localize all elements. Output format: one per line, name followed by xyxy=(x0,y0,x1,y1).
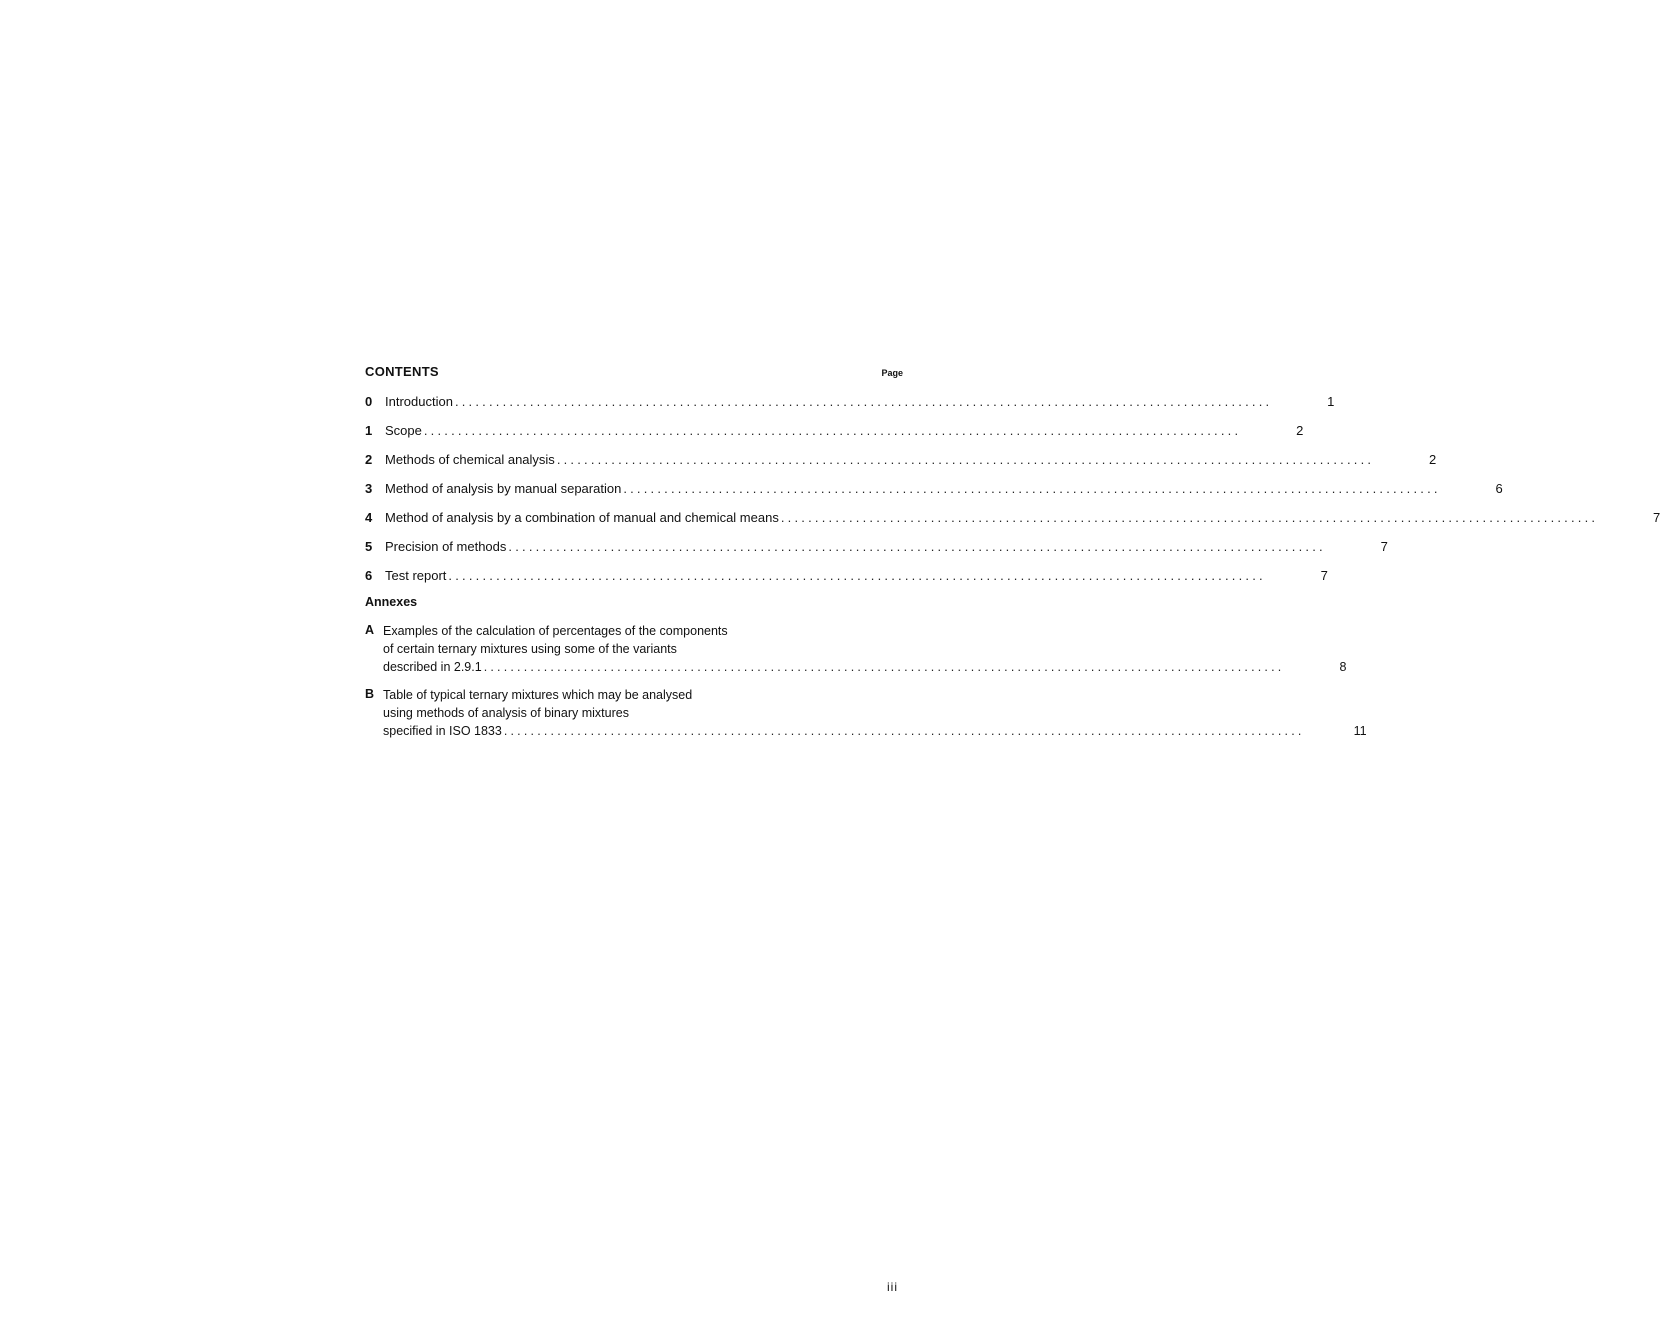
annexes-heading: Annexes xyxy=(365,595,418,609)
dot-leader: ........................................................................................................................ xyxy=(623,481,1441,496)
entry-page: 7 xyxy=(1320,568,1328,583)
entry-page: 2 xyxy=(1296,423,1304,438)
entry-title: Method of analysis by a combination of manual and chemical means xyxy=(385,510,779,525)
annex-page: 11 xyxy=(1353,724,1367,738)
toc-entry[interactable] xyxy=(365,479,1503,508)
dot-leader: ........................................................................................................................ xyxy=(556,452,1375,467)
entry-page: 1 xyxy=(1327,394,1335,409)
annex-page: 8 xyxy=(1339,660,1347,674)
toc-entry[interactable] xyxy=(365,450,1437,479)
dot-leader: ........................................................................................................................ xyxy=(454,394,1273,409)
entry-number: 0 xyxy=(365,394,373,409)
page-column-label: Page xyxy=(881,368,903,378)
entry-page: 7 xyxy=(1653,510,1660,525)
contents-title: CONTENTS xyxy=(365,364,439,379)
annex-entry-a[interactable] xyxy=(365,623,1347,687)
entry-title: Precision of methods xyxy=(385,539,507,554)
dot-leader: ........................................................................................................................ xyxy=(780,510,1599,525)
entry-number: 4 xyxy=(365,510,373,525)
entry-page: 2 xyxy=(1429,452,1437,467)
entry-title: Test report xyxy=(385,568,447,583)
toc-entry[interactable] xyxy=(365,537,1388,566)
entry-number: 2 xyxy=(365,452,373,467)
entry-page: 6 xyxy=(1495,481,1503,496)
annex-title-line: Examples of the calculation of percentages of the components xyxy=(383,624,728,638)
entry-title: Introduction xyxy=(385,394,453,409)
dot-leader: ........................................................................................................................ xyxy=(423,423,1242,438)
toc-entry[interactable] xyxy=(365,421,1304,450)
entry-number: 6 xyxy=(365,568,373,583)
dot-leader: ........................................................................................................................ xyxy=(483,660,1285,674)
toc-entry[interactable] xyxy=(365,508,1660,537)
dot-leader: ........................................................................................................................ xyxy=(503,724,1305,738)
dot-leader: ........................................................................................................................ xyxy=(448,568,1266,583)
toc-entry[interactable] xyxy=(365,566,1328,595)
entry-number: 3 xyxy=(365,481,373,496)
entry-number: 1 xyxy=(365,423,373,438)
entry-title: Scope xyxy=(385,423,422,438)
annex-title-line: of certain ternary mixtures using some of the variants xyxy=(383,641,677,656)
entry-number: 5 xyxy=(365,539,373,554)
annex-letter: B xyxy=(365,687,375,701)
annex-letter: A xyxy=(365,623,375,637)
toc-entry[interactable] xyxy=(365,392,1335,421)
annex-title-line: using methods of analysis of binary mixtures xyxy=(383,705,629,720)
page-number: iii xyxy=(887,1280,898,1294)
contents-header xyxy=(365,362,905,392)
entry-page: 7 xyxy=(1380,539,1388,554)
table-of-contents xyxy=(365,362,1660,747)
annex-title-line: Table of typical ternary mixtures which may be analysed xyxy=(383,688,693,702)
annex-title-line: specified in ISO 1833 xyxy=(383,724,502,738)
entry-title: Method of analysis by manual separation xyxy=(385,481,622,496)
annex-title-line: described in 2.9.1 xyxy=(383,660,482,674)
entry-title: Methods of chemical analysis xyxy=(385,452,555,467)
annex-entry-b[interactable] xyxy=(365,687,1367,747)
dot-leader: ........................................................................................................................ xyxy=(508,539,1326,554)
